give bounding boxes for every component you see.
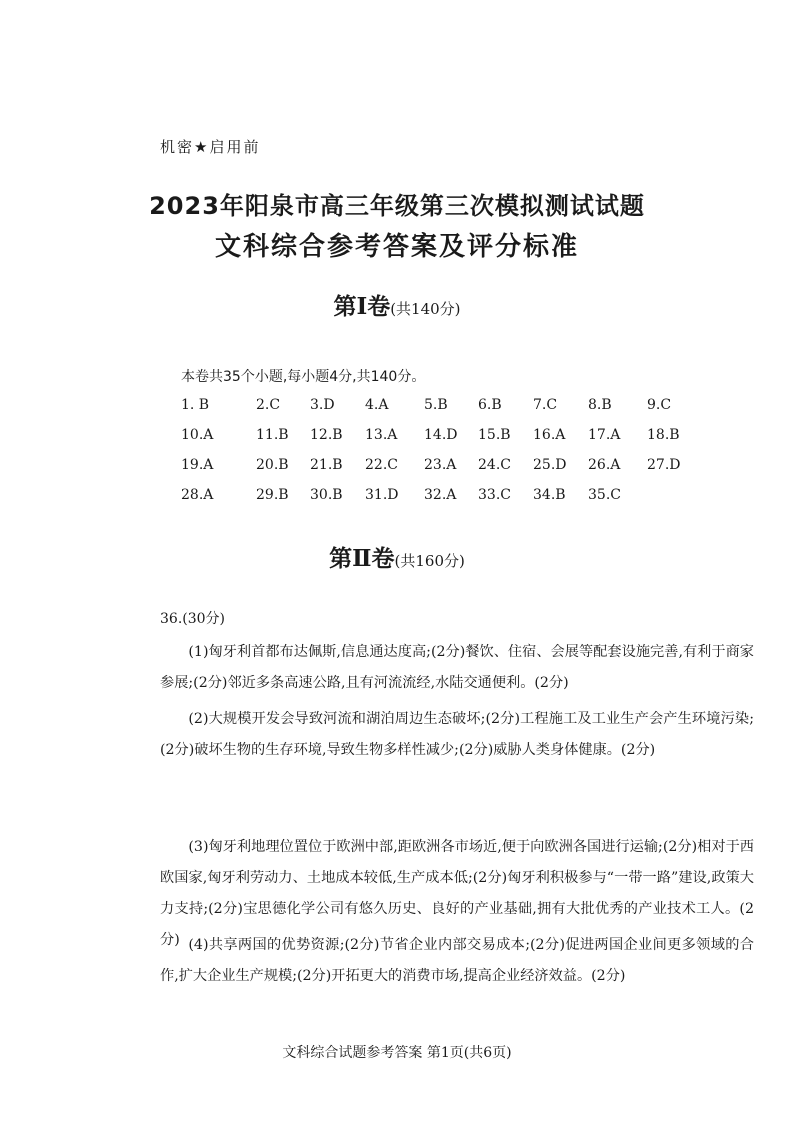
answer-item: 2.C	[256, 397, 281, 413]
answer-row	[0, 487, 794, 509]
answer-item: 31.D	[365, 487, 399, 503]
answer-item: 11.B	[256, 427, 289, 443]
answer-item: 17.A	[588, 427, 621, 443]
answer-item: 35.C	[588, 487, 621, 503]
answer-paragraph-2: (2)大规模开发会导致河流和湖泊周边生态破坏;(2分)工程施工及工业生产会产生环境污染;(2分)破坏生物的生存环境,导致生物多样性减少;(2分)威胁人类身体健康。(2分)	[160, 711, 754, 758]
answer-item: 4.A	[365, 397, 389, 413]
part1-instructions: 本卷共35个小题,每小题4分,共140分。	[181, 369, 426, 385]
answer-item: 32.A	[424, 487, 457, 503]
answer-item: 34.B	[533, 487, 566, 503]
answer-item: 3.D	[310, 397, 335, 413]
answer-item: 7.C	[533, 397, 558, 413]
answer-item: 24.C	[478, 457, 511, 473]
part2-heading	[0, 540, 794, 573]
answer-item: 25.D	[533, 457, 567, 473]
page-footer: 文科综合试题参考答案 第1页(共6页)	[282, 1045, 512, 1061]
answer-item: 23.A	[424, 457, 457, 473]
answer-item: 30.B	[310, 487, 343, 503]
part1-score: (共140分)	[390, 300, 461, 318]
answer-paragraph-1: (1)匈牙利首都布达佩斯,信息通达度高;(2分)餐饮、住宿、会展等配套设施完善,有利于商家参展;(2分)邻近多条高速公路,且有河流流经,水陆交通便利。(2分)	[160, 644, 754, 691]
answer-item: 33.C	[478, 487, 511, 503]
answer-item: 21.B	[310, 457, 343, 473]
answer-item: 1. B	[181, 397, 210, 413]
answer-row	[0, 397, 794, 419]
answer-item: 18.B	[647, 427, 680, 443]
answer-item: 16.A	[533, 427, 566, 443]
answer-item: 29.B	[256, 487, 289, 503]
answer-item: 12.B	[310, 427, 343, 443]
confidential-label: 机密★启用前	[160, 138, 261, 156]
answer-item: 6.B	[478, 397, 502, 413]
answer-key-title: 文科综合参考答案及评分标准	[214, 232, 579, 262]
answer-paragraph-3: (3)匈牙利地理位置位于欧洲中部,距欧洲各市场近,便于向欧洲各国进行运输;(2分)相对于西欧国家,匈牙利劳动力、土地成本较低,生产成本低;(2分)匈牙利积极参与“一带一路”建设,政策大力支持;(2分)宝思德化学公司有悠久历史、良好的产业基础,拥有大批优秀的产业技术工人。(2分)	[160, 839, 754, 948]
question-36-heading: 36.(30分)	[160, 611, 226, 627]
answer-item: 19.A	[181, 457, 214, 473]
answer-item: 10.A	[181, 427, 214, 443]
part1-heading	[0, 288, 794, 321]
answer-item: 20.B	[256, 457, 289, 473]
answer-item: 22.C	[365, 457, 398, 473]
answer-item: 9.C	[647, 397, 672, 413]
answer-item: 13.A	[365, 427, 398, 443]
exam-title: 2023年阳泉市高三年级第三次模拟测试试题	[149, 192, 645, 220]
answer-item: 5.B	[424, 397, 448, 413]
answer-item: 8.B	[588, 397, 612, 413]
answer-item: 26.A	[588, 457, 621, 473]
answer-item: 28.A	[181, 487, 214, 503]
answer-item: 14.D	[424, 427, 458, 443]
answer-paragraph-4: (4)共享两国的优势资源;(2分)节省企业内部交易成本;(2分)促进两国企业间更多领域的合作,扩大企业生产规模;(2分)开拓更大的消费市场,提高企业经济效益。(2分)	[160, 937, 754, 984]
answer-row	[0, 427, 794, 449]
answer-row	[0, 457, 794, 479]
part2-score: (共160分)	[394, 552, 465, 570]
answer-item: 15.B	[478, 427, 511, 443]
part2-title: 第Ⅱ卷	[329, 545, 395, 572]
answer-item: 27.D	[647, 457, 681, 473]
part1-title: 第Ⅰ卷	[333, 293, 391, 320]
